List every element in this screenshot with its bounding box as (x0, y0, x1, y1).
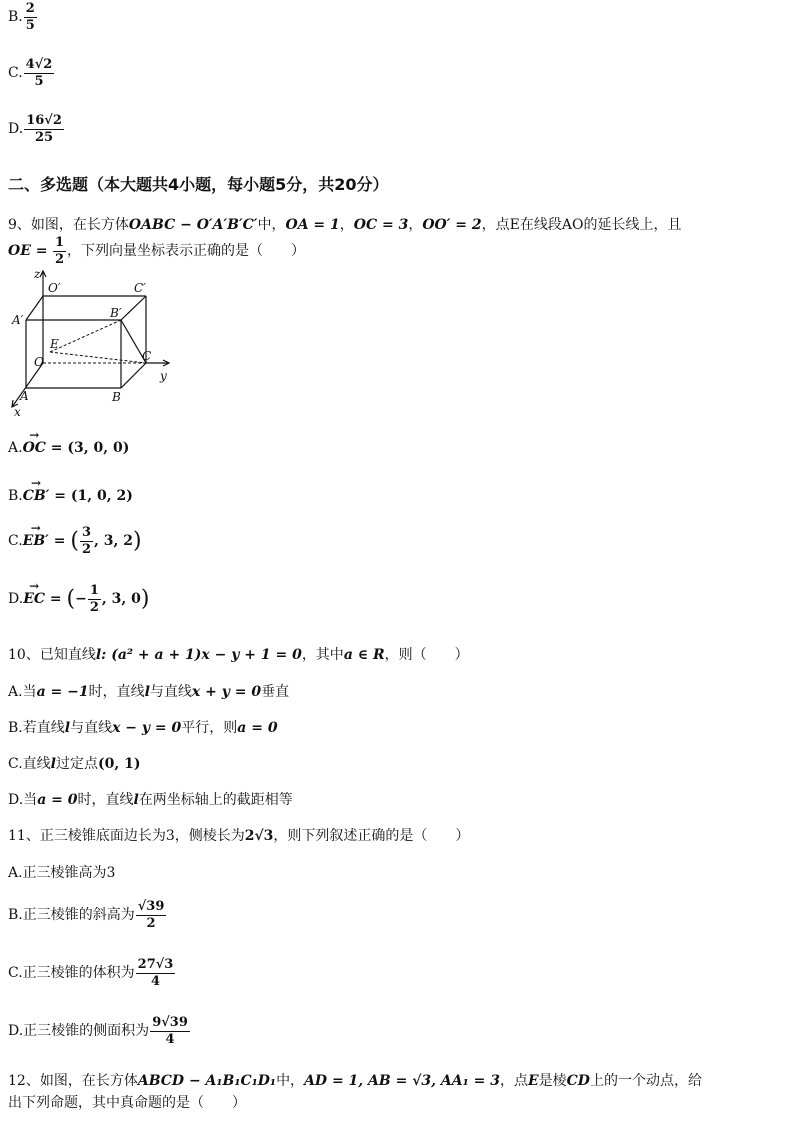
q10-option-d (8, 789, 293, 809)
q9-stem-line1 (8, 214, 681, 234)
math: x + y = 0 (191, 684, 262, 700)
label-Bp: B′ (110, 306, 122, 320)
fraction (53, 236, 66, 266)
text: C.直线 (8, 756, 51, 772)
denominator: 2 (54, 251, 64, 267)
math: − (75, 591, 87, 608)
text: 过定点 (56, 756, 98, 772)
text: ，点E在线段AO的延长线上，且 (481, 217, 682, 233)
label-Op: O′ (48, 281, 61, 295)
option-c-q8 (8, 58, 55, 88)
math: OC = 3 (353, 217, 409, 233)
math: a = −1 (36, 684, 89, 700)
paren: ( (66, 586, 76, 612)
label-Ap: A′ (12, 313, 24, 327)
text: D.正三棱锥的侧面积为 (8, 1023, 150, 1040)
hidden-E-Bp (50, 320, 121, 352)
text: 是棱 (538, 1073, 567, 1089)
text: ，其中 (301, 647, 344, 663)
denominator: 25 (34, 129, 54, 145)
numerator: 27√3 (137, 957, 174, 972)
option-label: B. (8, 9, 23, 26)
text: B.正三棱锥的斜高为 (8, 907, 135, 924)
text: ， (408, 217, 423, 233)
numerator: 1 (89, 583, 99, 598)
label-Cp: C′ (134, 281, 146, 295)
math: , 3, 0 (101, 591, 141, 608)
edge-B-C (121, 363, 146, 388)
math: , 3, 2 (94, 533, 133, 550)
option-label: D. (8, 121, 24, 138)
numerator: 2 (25, 1, 35, 16)
text: 11、正三棱锥底面边长为3，侧棱长为 (8, 828, 245, 844)
math: E (527, 1073, 539, 1089)
math: OE = (8, 243, 48, 260)
denominator: 2 (89, 599, 99, 615)
option-d-q8 (8, 114, 65, 144)
q12-stem-line1 (8, 1070, 702, 1090)
label-C: C (142, 349, 152, 363)
denominator: 4 (150, 973, 161, 989)
math: OO′ = 2 (422, 217, 482, 233)
text: 与直线 (149, 684, 192, 700)
text: 9、如图，在长方体 (8, 217, 129, 233)
label-E: E (50, 337, 59, 351)
text: B.若直线 (8, 720, 65, 736)
math: l (133, 792, 139, 808)
numerator: 16√2 (26, 113, 62, 128)
cuboid-figure (6, 268, 176, 418)
denominator: 2 (146, 915, 156, 931)
paren: ) (140, 586, 150, 612)
vector: → CB′ (23, 488, 50, 504)
q12-stem-line2: 出下列命题，其中真命题的是（ ） (8, 1095, 246, 1111)
q9-stem-line2 (8, 236, 305, 266)
text: 10、已知直线 (8, 647, 96, 663)
edge-Ap-Op (26, 296, 43, 320)
fraction (24, 58, 55, 88)
fraction (24, 2, 37, 32)
denominator: 5 (34, 73, 44, 89)
text: ，则（ ） (384, 647, 469, 663)
paren: ( (70, 528, 79, 554)
math: a = 0 (237, 720, 278, 736)
fraction (136, 958, 176, 988)
paren: ) (132, 528, 142, 554)
text: ，则下列叙述正确的是（ ） (273, 828, 470, 844)
text: A.当 (8, 684, 37, 700)
denominator: 5 (25, 17, 35, 33)
q11-option-a: A.正三棱锥高为3 (8, 865, 116, 881)
numerator: 1 (54, 235, 64, 250)
q10-stem (8, 644, 469, 664)
math: OABC − O′A′B′C′ (128, 217, 258, 233)
math: l (50, 756, 56, 772)
math: l (144, 684, 150, 700)
numerator: √39 (137, 899, 165, 914)
fraction (150, 1016, 190, 1046)
label-B: B (112, 390, 121, 404)
q11-option-b (8, 900, 167, 930)
text: 时，直线 (88, 684, 145, 700)
label-y: y (160, 369, 167, 383)
math: a ∈ R (343, 647, 385, 663)
section-title: 二、多选题（本大题共4小题，每小题5分，共20分） (8, 175, 389, 194)
math: (0, 1) (98, 756, 141, 772)
option-label: C. (8, 65, 23, 82)
vector: → EC (23, 591, 45, 607)
fraction (24, 114, 64, 144)
q10-option-a (8, 681, 289, 701)
fraction (136, 900, 167, 930)
text: D.当 (8, 792, 38, 808)
q9-option-b (8, 488, 133, 504)
text: 与直线 (70, 720, 113, 736)
math: OA = 1 (285, 217, 340, 233)
text: 在两坐标轴上的截距相等 (138, 792, 293, 808)
label-O: O (34, 355, 44, 369)
text: C.正三棱锥的体积为 (8, 965, 135, 982)
label-A: A (20, 389, 29, 403)
math: AD = 1, AB = √3, AA₁ = 3 (304, 1073, 500, 1089)
text: 上的一个动点，给 (589, 1073, 702, 1089)
q10-option-b (8, 717, 278, 737)
q9-option-d (8, 584, 149, 614)
numerator: 4√2 (25, 57, 53, 72)
denominator: 2 (81, 541, 91, 557)
text: 平行，则 (181, 720, 238, 736)
math: x − y = 0 (112, 720, 182, 736)
text: 垂直 (261, 684, 290, 700)
math: ABCD − A₁B₁C₁D₁ (137, 1073, 277, 1089)
hidden-E-C (50, 352, 146, 363)
denominator: 4 (165, 1031, 175, 1047)
math: a = 0 (37, 792, 78, 808)
math: = (1, 0, 2) (49, 488, 133, 504)
q10-option-c (8, 753, 140, 773)
fraction (80, 526, 93, 556)
math: = (3, 0, 0) (45, 440, 130, 456)
option-label: D. (8, 591, 24, 608)
q11-option-d (8, 1016, 191, 1046)
math: = (48, 533, 71, 550)
text: 12、如图，在长方体 (8, 1073, 138, 1089)
text: ，下列向量坐标表示正确的是（ ） (66, 243, 305, 260)
text: 中， (276, 1073, 305, 1089)
math: l: (a² + a + 1)x − y + 1 = 0 (95, 647, 302, 663)
q11-option-c (8, 958, 176, 988)
text: 时，直线 (77, 792, 134, 808)
option-label: B. (8, 488, 23, 504)
math: 2√3 (244, 828, 274, 844)
text: 中， (257, 217, 286, 233)
fraction (88, 584, 101, 614)
edge-Bp-Cp (121, 296, 146, 320)
label-z: z (34, 268, 41, 281)
q11-stem (8, 825, 469, 845)
math: = (45, 591, 67, 608)
numerator: 3 (81, 525, 91, 540)
math: l (64, 720, 71, 736)
option-b-q8 (8, 2, 38, 32)
numerator: 9√39 (152, 1015, 188, 1030)
q9-option-a (8, 440, 129, 456)
vector: → OC (23, 440, 46, 456)
option-label: C. (8, 533, 23, 550)
text: ， (339, 217, 354, 233)
option-label: A. (8, 440, 23, 456)
vector: → EB′ (23, 533, 49, 549)
label-x: x (14, 405, 21, 418)
math: CD (566, 1073, 590, 1089)
text: ，点 (499, 1073, 528, 1089)
q9-option-c (8, 526, 142, 556)
